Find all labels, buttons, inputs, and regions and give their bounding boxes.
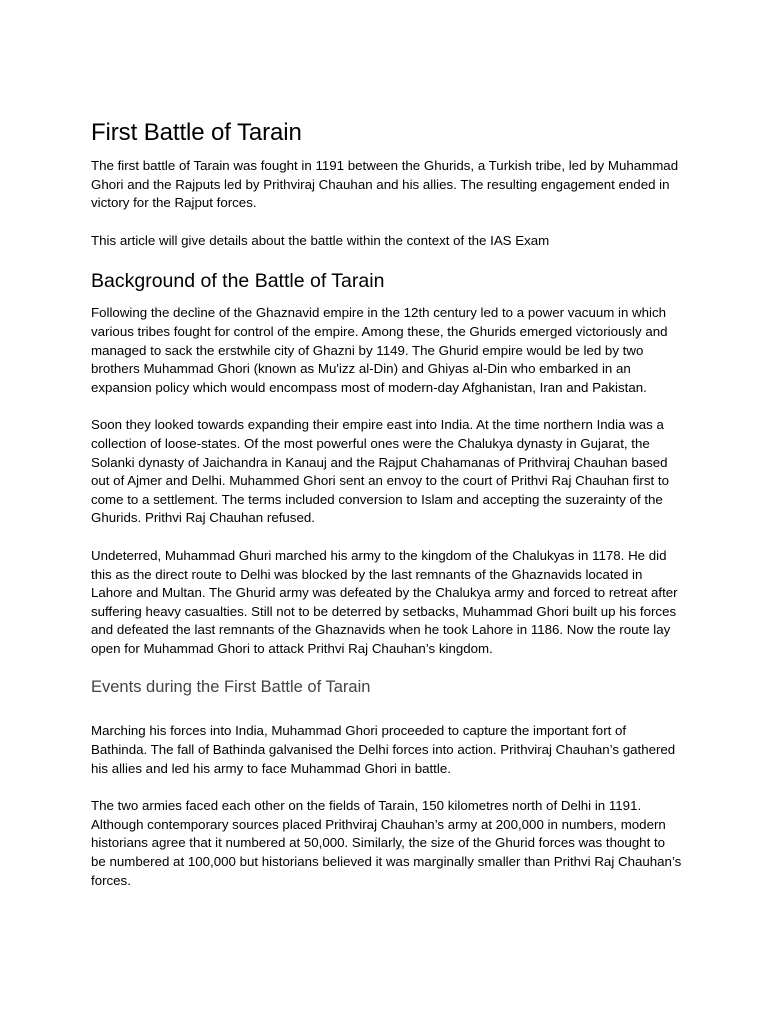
- events-heading: Events during the First Battle of Tarain: [91, 678, 371, 697]
- intro-paragraph-1: The first battle of Tarain was fought in 1191 between the Ghurids, a Turkish tribe, led by Muhammad Ghori and the Rajputs led by Prithviraj Chauhan and his allies. The resulting engagement ended in victory for the Rajput forces.: [91, 158, 679, 211]
- background-paragraph-3: Undeterred, Muhammad Ghuri marched his army to the kingdom of the Chalukyas in 1178. He did this as the direct route to Delhi was blocked by the last remnants of the Ghaznavids located in Lahore and Multan. The Ghurid army was defeated by the Chalukya army and forced to retreat after suffering heavy casualties. Still not to be deterred by setbacks, Muhammad Ghori built up his forces and defeated the last remnants of the Ghaznavids when he took Lahore in 1186. Now the route lay open for Muhammad Ghori to attack Prithvi Raj Chauhan’s kingdom.: [91, 547, 678, 656]
- intro-paragraph-2: This article will give details about the battle within the context of the IAS Exam: [91, 232, 550, 248]
- events-paragraph-1: Marching his forces into India, Muhammad Ghori proceeded to capture the important fort of Bathinda. The fall of Bathinda galvanised the Delhi forces into action. Prithviraj Chauhan’s gathered his allies and led his army to face Muhammad Ghori in battle.: [91, 723, 676, 776]
- background-heading: Background of the Battle of Tarain: [91, 270, 385, 293]
- document-body: [91, 118, 683, 890]
- background-paragraph-2: Soon they looked towards expanding their empire east into India. At the time northern India was a collection of loose-states. Of the most powerful ones were the Chalukya dynasty in Gujarat, the Solanki dynasty of Jaichandra in Kanauj and the Rajput Chahamanas of Prithviraj Chauhan based out of Ajmer and Delhi. Muhammed Ghori sent an envoy to the court of Prithvi Raj Chauhan first to come to a settlement. The terms included conversion to Islam and accepting the suzerainty of the Ghurids. Prithvi Raj Chauhan refused.: [91, 417, 669, 526]
- events-paragraph-2: The two armies faced each other on the fields of Tarain, 150 kilometres north of Delhi in 1191. Although contemporary sources placed Prithviraj Chauhan’s army at 200,000 in numbers, modern historians agree that it numbered at 50,000. Similarly, the size of the Ghurid forces was thought to be numbered at 100,000 but historians believed it was marginally smaller than Prithvi Raj Chauhan’s forces.: [91, 798, 682, 888]
- background-paragraph-1: Following the decline of the Ghaznavid empire in the 12th century led to a power vacuum in which various tribes fought for control of the empire. Among these, the Ghurids emerged victoriously and managed to sack the erstwhile city of Ghazni by 1149. The Ghurid empire would be led by two brothers Muhammad Ghori (known as Mu'izz al-Din) and Ghiyas al-Din who embarked in an expansion policy which would encompass most of modern-day Afghanistan, Iran and Pakistan.: [91, 305, 668, 395]
- page-title: First Battle of Tarain: [91, 119, 302, 146]
